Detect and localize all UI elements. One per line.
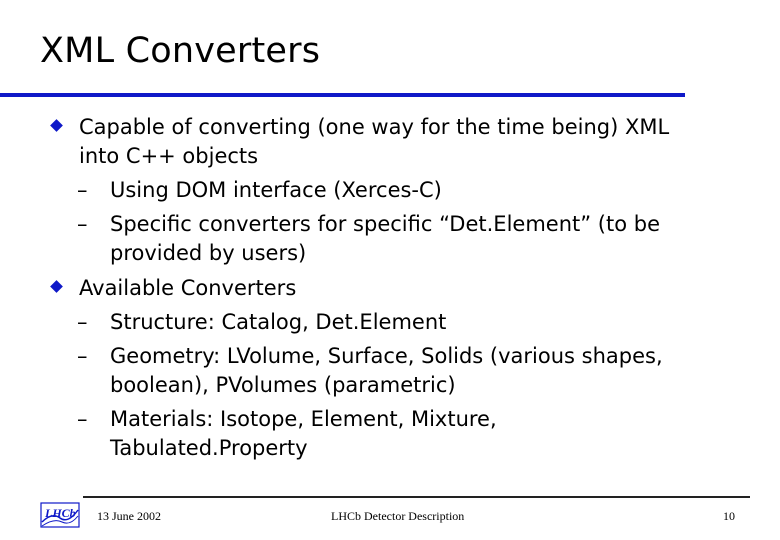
sub-2-3-line-2: Tabulated.Property (110, 436, 308, 460)
bullet-1-line-2: into C++ objects (79, 144, 259, 168)
sub-2-1-line-1: Structure: Catalog, Det.Element (110, 310, 447, 334)
sub-dash: – (77, 407, 88, 431)
footer-date: 13 June 2002 (97, 509, 161, 523)
slide-title: XML Converters (40, 31, 321, 71)
sub-1-2-line-1: Specific converters for specific “Det.Element” (to be (110, 212, 660, 236)
sub-2-3-line-1: Materials: Isotope, Element, Mixture, (110, 407, 497, 431)
bullet-2-line-1: Available Converters (79, 276, 297, 300)
bullet-1-line-1: Capable of converting (one way for the time being) XML (79, 115, 670, 139)
sub-2-2-line-1: Geometry: LVolume, Surface, Solids (various shapes, (110, 344, 663, 368)
lhcb-logo-icon (40, 500, 80, 530)
logo-text: LHCb (45, 506, 76, 520)
footer-title: LHCb Detector Description (331, 509, 465, 523)
footer-rule (83, 496, 750, 498)
sub-1-2-line-2: provided by users) (110, 241, 307, 265)
sub-dash: – (77, 344, 88, 368)
sub-1-1-line-1: Using DOM interface (Xerces-C) (110, 178, 442, 202)
sub-dash: – (77, 178, 88, 202)
sub-dash: – (77, 310, 88, 334)
page-number: 10 (723, 509, 735, 523)
bullet-diamond-icon (50, 119, 63, 132)
bullet-diamond-icon (50, 280, 63, 293)
sub-dash: – (77, 212, 88, 236)
sub-2-2-line-2: boolean), PVolumes (parametric) (110, 373, 456, 397)
